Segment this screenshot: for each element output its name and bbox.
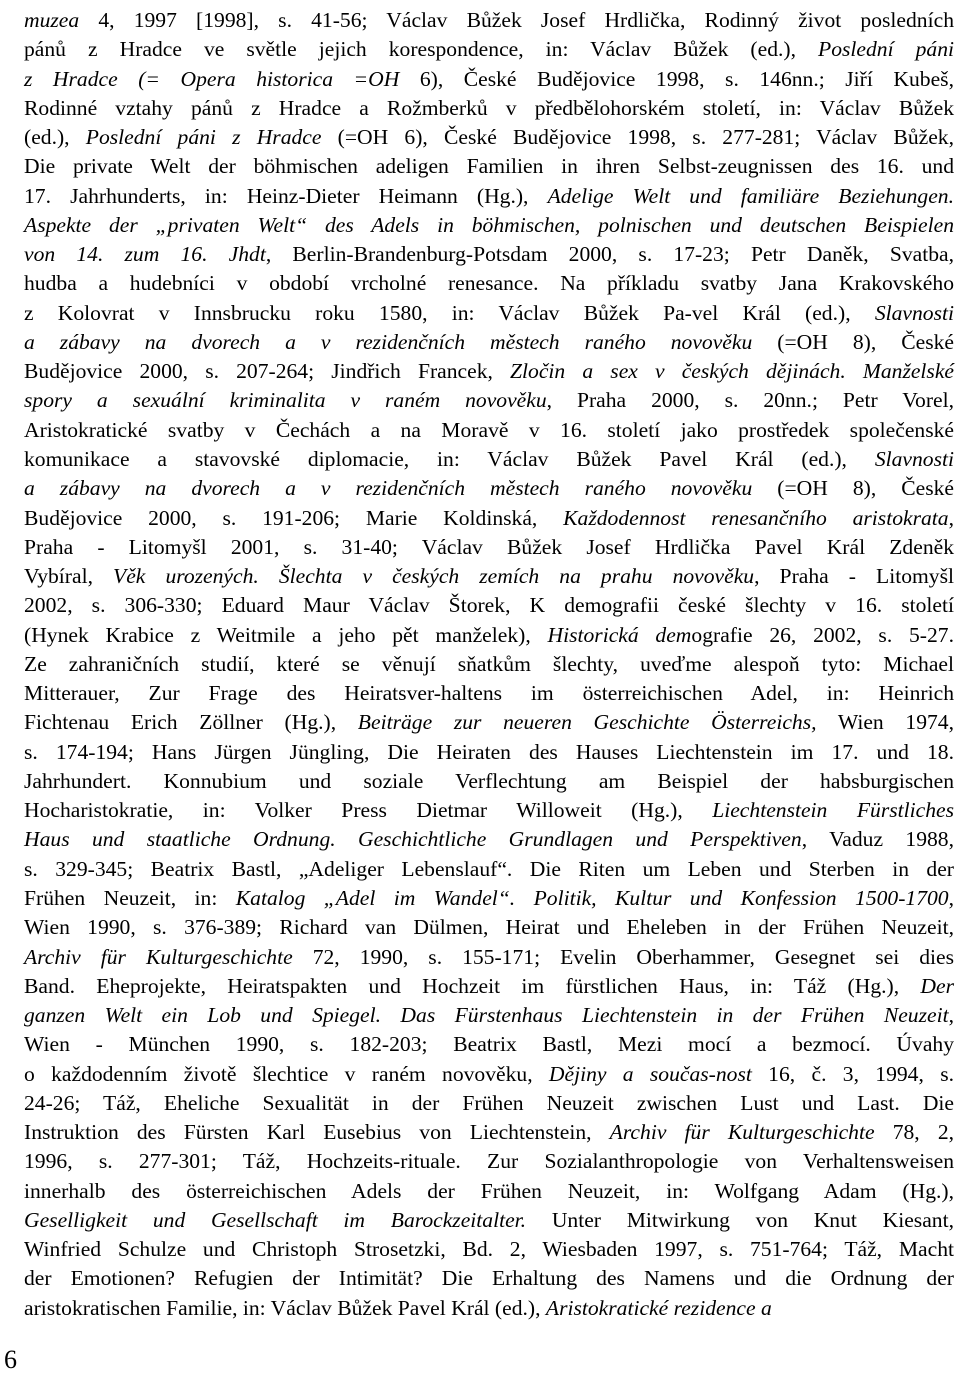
text-run: Mitterauer, Zur Frage des Heiratsver-haltens im österreichischen Adel, in: Heinrich: [24, 681, 954, 706]
text-line: [24, 1206, 954, 1235]
text-line: [24, 299, 954, 328]
text-run: (=OH 6), České Budějovice 1998, s. 277-281; Václav Bůžek,: [321, 125, 954, 150]
text-run: Vybíral,: [24, 564, 114, 589]
italic-text-run: a zábavy na dvorech a v rezidenčních městech raného novověku: [24, 329, 753, 354]
italic-text-run: z Hradce (= Opera historica =OH: [24, 66, 400, 91]
text-line: [24, 562, 954, 591]
text-line: [24, 386, 954, 415]
italic-text-run: Každodennost renesančního aristokrata: [563, 505, 949, 530]
text-run: ,: [948, 1003, 954, 1028]
text-run: hudba a hudebníci v období vrcholné renesance. Na příkladu svatby Jana Krakovského: [24, 271, 954, 296]
text-run: , Praha 2000, s. 20nn.; Petr Vorel,: [546, 388, 954, 413]
italic-text-run: Věk urozených. Šlechta v českých zemích na prahu novověku: [113, 564, 755, 589]
italic-text-run: Aristokratické rezidence a: [545, 1295, 772, 1320]
text-run: 72, 1990, s. 155-171; Evelin Oberhammer, Gesegnet sei dies: [292, 944, 955, 969]
footnote-text-block: [24, 6, 954, 1323]
text-run: Wien - München 1990, s. 182-203; Beatrix Bastl, Mezi mocí a bezmocí. Úvahy: [24, 1032, 954, 1057]
text-run: (ed.),: [24, 125, 86, 150]
text-run: 24-26; Táž, Eheliche Sexualität in der Frühen Neuzeit zwischen Lust und Last. Die: [24, 1090, 954, 1115]
text-line: [24, 1147, 954, 1176]
text-run: (=OH 8), České: [752, 476, 955, 501]
italic-text-run: Katalog „Adel im Wandel“. Politik, Kultur und Konfession 1500-1700: [235, 885, 949, 910]
italic-text-run: von 14. zum 16. Jhdt: [24, 242, 266, 267]
text-line: [24, 182, 954, 211]
text-run: (Hynek Krabice z Weitmile a jeho pět manželek),: [24, 622, 548, 647]
text-line: [24, 416, 954, 445]
text-run: aristokratischen Familie, in: Václav Bůžek Pavel Král (ed.),: [24, 1295, 546, 1320]
text-line: [24, 357, 954, 386]
text-run: o každodenním životě šlechtice v raném novověku,: [24, 1061, 549, 1086]
text-run: Die private Welt der böhmischen adeligen Familien in ihren Selbst-zeugnissen des 16. und: [24, 154, 954, 179]
italic-text-run: spory a sexuální kriminalita v raném novověku: [24, 388, 547, 413]
text-run: Jahrhundert. Konnubium und soziale Verflechtung am Beispiel der habsburgischen: [24, 768, 954, 793]
italic-text-run: Adelige Welt und familiäre Beziehungen.: [547, 183, 954, 208]
text-run: s. 174-194; Hans Jürgen Jüngling, Die Heiraten des Hauses Liechtenstein im 17. und 18.: [24, 739, 954, 764]
text-line: [24, 796, 954, 825]
italic-text-run: Slavnosti: [874, 300, 954, 325]
italic-text-run: Geselligkeit und Gesellschaft im Barockzeitalter.: [24, 1207, 527, 1232]
text-run: Hocharistokratie, in: Volker Press Dietmar Willoweit (Hg.),: [24, 798, 713, 823]
text-line: [24, 913, 954, 942]
text-line: [24, 533, 954, 562]
text-run: Band. Eheprojekte, Heiratspakten und Hochzeit im fürstlichen Haus, in: Táž (Hg.),: [24, 973, 921, 998]
text-line: [24, 152, 954, 181]
text-line: [24, 1060, 954, 1089]
italic-text-run: Aspekte der „privaten Welt“ des Adels in böhmischen, polnischen und deutschen Beispielen: [24, 212, 954, 237]
text-line: [24, 240, 954, 269]
text-run: 16, č. 3, 1994, s.: [751, 1061, 954, 1086]
text-line: [24, 1001, 954, 1030]
italic-text-run: Dějiny a součas-nost: [548, 1061, 752, 1086]
italic-text-run: Poslední páni: [818, 37, 954, 62]
text-run: Unter Mitwirkung von Knut Kiesant,: [526, 1207, 954, 1232]
text-line: [24, 35, 954, 64]
text-run: Frühen Neuzeit, in:: [24, 885, 236, 910]
italic-text-run: Haus und staatliche Ordnung. Geschichtliche Grundlagen und Perspektiven: [24, 827, 802, 852]
text-run: der Emotionen? Refugien der Intimität? Die Erhaltung des Namens und die Ordnung der: [24, 1266, 954, 1291]
italic-text-run: Liechtenstein Fürstliches: [712, 798, 954, 823]
text-run: Ze zahraničních studií, které se věnují sňatkům šlechty, uveďme alespoň tyto: Michael: [24, 651, 954, 676]
text-line: [24, 328, 954, 357]
text-run: s. 329-345; Beatrix Bastl, „Adeliger Lebenslauf“. Die Riten um Leben und Sterben in der: [24, 856, 954, 881]
text-run: ografie 26, 2002, s. 5-27.: [691, 622, 954, 647]
italic-text-run: Slavnosti: [874, 446, 954, 471]
text-run: 78, 2,: [874, 1120, 955, 1145]
text-run: , Vaduz 1988,: [801, 827, 955, 852]
text-line: [24, 123, 954, 152]
text-run: Instruktion des Fürsten Karl Eusebius von Liechtenstein,: [24, 1120, 610, 1145]
text-line: [24, 825, 954, 854]
text-run: 6), České Budějovice 1998, s. 146nn.; Jiří Kubeš,: [399, 66, 954, 91]
text-run: (=OH 8), České: [752, 329, 955, 354]
text-run: Winfried Schulze und Christoph Strosetzki, Bd. 2, Wiesbaden 1997, s. 751-764; Táž, Macht: [24, 1237, 954, 1262]
text-line: [24, 1264, 954, 1293]
text-run: Budějovice 2000, s. 191-206; Marie Koldinská,: [24, 505, 564, 530]
italic-text-run: Poslední páni z Hradce: [85, 125, 322, 150]
italic-text-run: Beiträge zur neueren Geschichte Österreichs,: [357, 710, 817, 735]
text-run: innerhalb des österreichischen Adels der Frühen Neuzeit, in: Wolfgang Adam (Hg.),: [24, 1178, 954, 1203]
text-run: komunikace a stavovské diplomacie, in: Václav Bůžek Pavel Král (ed.),: [24, 446, 875, 471]
italic-text-run: muzea: [24, 8, 80, 32]
text-line: [24, 767, 954, 796]
text-line: [24, 504, 954, 533]
text-line: [24, 621, 954, 650]
italic-text-run: Der: [920, 973, 954, 998]
italic-text-run: Historická dem: [547, 622, 692, 647]
page-number: 6: [4, 1345, 17, 1374]
text-line: [24, 708, 954, 737]
text-line: [24, 211, 954, 240]
text-run: , Berlin-Brandenburg-Potsdam 2000, s. 17-23; Petr Daněk, Svatba,: [265, 242, 954, 267]
italic-text-run: Archiv für Kulturgeschichte: [609, 1120, 875, 1145]
text-line: [24, 1235, 954, 1264]
text-run: 17. Jahrhunderts, in: Heinz-Dieter Heimann (Hg.),: [24, 183, 548, 208]
text-line: [24, 269, 954, 298]
text-line: [24, 474, 954, 503]
text-run: Wien 1990, s. 376-389; Richard van Dülmen, Heirat und Eheleben in der Frühen Neuzeit,: [24, 915, 954, 940]
text-line: [24, 884, 954, 913]
text-run: Aristokratické svatby v Čechách a na Moravě v 16. století jako prostředek společenské: [24, 417, 954, 442]
text-line: [24, 738, 954, 767]
text-line: [24, 445, 954, 474]
text-line: [24, 650, 954, 679]
text-line: [24, 855, 954, 884]
italic-text-run: Zločin a sex v českých dějinách. Manželské: [510, 359, 954, 384]
text-line: [24, 94, 954, 123]
text-line: [24, 1118, 954, 1147]
text-line: [24, 65, 954, 94]
text-run: 1996, s. 277-301; Táž, Hochzeits-rituale. Zur Sozialanthropologie von Verhaltensweisen: [24, 1149, 954, 1174]
text-line: [24, 591, 954, 620]
text-run: Praha - Litomyšl 2001, s. 31-40; Václav Bůžek Josef Hrdlička Pavel Král Zdeněk: [24, 534, 954, 559]
italic-text-run: a zábavy na dvorech a v rezidenčních městech raného novověku: [24, 476, 753, 501]
text-line: [24, 6, 954, 35]
text-line: [24, 972, 954, 1001]
text-run: z Kolovrat v Innsbrucku roku 1580, in: Václav Bůžek Pa-vel Král (ed.),: [24, 300, 875, 325]
text-run: Fichtenau Erich Zöllner (Hg.),: [24, 710, 358, 735]
text-run: Budějovice 2000, s. 207-264; Jindřich Francek,: [24, 359, 511, 384]
italic-text-run: Archiv für Kulturgeschichte: [24, 944, 293, 969]
text-line: [24, 1177, 954, 1206]
text-run: Rodinné vztahy pánů z Hradce a Rožmberků v předbělohorském století, in: Václav Bůžek: [24, 95, 954, 120]
text-run: 2002, s. 306-330; Eduard Maur Václav Štorek, K demografii české šlechty v 16. století: [24, 593, 954, 618]
text-run: pánů z Hradce ve světle jejich korespondence, in: Václav Bůžek (ed.),: [24, 37, 819, 62]
text-run: ,: [948, 885, 954, 910]
text-run: Wien 1974,: [816, 710, 954, 735]
text-run: 4, 1997 [1998], s. 41-56; Václav Bůžek Josef Hrdlička, Rodinný život posledních: [79, 8, 954, 32]
text-run: ,: [948, 505, 954, 530]
text-line: [24, 1294, 954, 1323]
text-line: [24, 679, 954, 708]
text-run: , Praha - Litomyšl: [754, 564, 955, 589]
italic-text-run: ganzen Welt ein Lob und Spiegel. Das Fürstenhaus Liechtenstein in der Frühen Neuzeit: [24, 1003, 949, 1028]
text-line: [24, 1030, 954, 1059]
text-line: [24, 1089, 954, 1118]
text-line: [24, 943, 954, 972]
